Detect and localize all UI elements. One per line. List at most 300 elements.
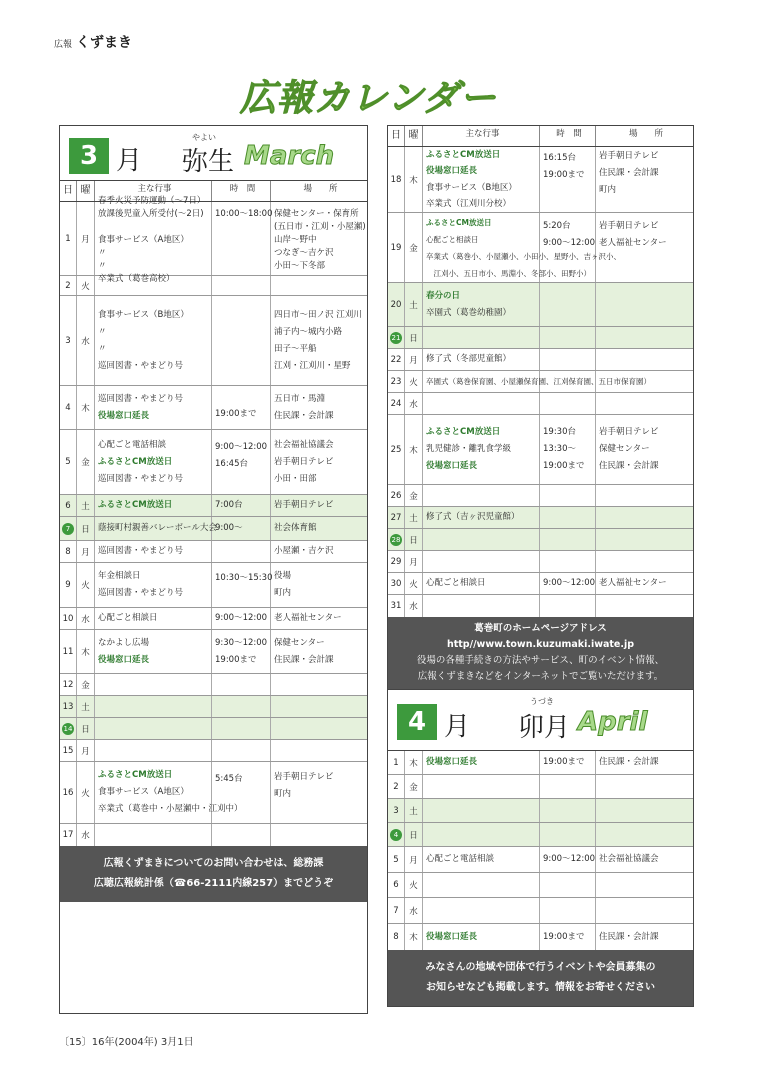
weekday: 水 — [405, 595, 423, 617]
time-text: 19:00まで — [543, 461, 585, 471]
place-text: 小田～下冬部 — [274, 261, 326, 271]
event-text: 心配ごと相談日 — [426, 578, 486, 588]
weekday: 土 — [405, 283, 423, 326]
event-text: 巡回図書・やまどり号 — [98, 546, 184, 556]
time-text: 5:45台 — [215, 774, 243, 784]
event-text: 食事サービス（B地区） — [426, 182, 517, 193]
time-text — [215, 315, 270, 328]
time-cell — [212, 762, 271, 823]
time-cell — [540, 551, 596, 572]
day-number: 18 — [388, 147, 405, 212]
event-text: ふるさとCM放送日 — [98, 456, 173, 467]
event-cell — [95, 541, 212, 562]
place-text — [599, 305, 693, 318]
place-text: 岩手朝日テレビ — [599, 220, 659, 231]
place-cell — [271, 296, 367, 385]
weekday: 金 — [405, 485, 423, 506]
day-number: 5 — [388, 847, 405, 872]
day-number: 1 — [60, 202, 77, 275]
place-cell — [271, 495, 367, 516]
weekday: 土 — [405, 507, 423, 528]
event-text: 乳児健診・離乳食学級 — [426, 444, 512, 454]
day-number: 2 — [60, 276, 77, 295]
event-text: 役場窓口延長 — [426, 757, 478, 767]
place-cell — [271, 202, 367, 275]
place-cell — [596, 595, 693, 617]
time-text: 9:00～12:00 — [543, 578, 596, 588]
homepage-url[interactable]: 葛巻町のホームページアドレスhttp//www.town.kuzumaki.iwate.jp — [446, 623, 635, 650]
place-text: 住民課・会計課 — [274, 654, 334, 665]
weekday: 木 — [77, 386, 95, 429]
weekday: 土 — [77, 696, 95, 717]
col-place: 場 所 — [303, 184, 338, 194]
place-cell — [596, 823, 693, 846]
table-row — [388, 327, 693, 349]
time-text — [543, 511, 595, 524]
table-row — [388, 393, 693, 415]
event-cell — [95, 517, 217, 540]
place-cell — [596, 327, 693, 348]
event-cell — [423, 327, 540, 348]
event-cell — [423, 551, 540, 572]
page-title: 広報カレンダー — [240, 78, 497, 119]
time-text: 16:15台 — [543, 152, 576, 163]
event-text: 卒園式（葛巻幼稚園） — [426, 307, 512, 318]
col-day: 日 — [60, 181, 77, 201]
place-cell — [596, 873, 693, 897]
time-cell — [212, 608, 271, 629]
table-row — [388, 898, 693, 924]
place-cell — [596, 551, 693, 572]
day-number: 19 — [388, 213, 405, 282]
event-cell — [423, 283, 540, 326]
place-cell — [271, 824, 367, 846]
event-cell — [423, 349, 540, 370]
place-text: 社会福祉協議会 — [599, 854, 659, 864]
day-number: 3 — [60, 296, 77, 385]
weekday: 金 — [77, 674, 95, 695]
time-text — [215, 245, 270, 258]
table-row — [60, 196, 367, 284]
place-text: 田子～平船 — [274, 343, 317, 354]
weekday: 木 — [77, 630, 95, 673]
day-number: 7 — [388, 898, 405, 923]
event-text: 卒業式（葛巻小、小屋瀬小、小田小、星野小、吉ヶ沢小、 — [426, 251, 621, 261]
event-cell — [423, 415, 540, 484]
time-text — [215, 258, 270, 271]
event-cell — [95, 674, 212, 695]
weekday: 木 — [405, 147, 423, 212]
place-text — [599, 199, 693, 212]
month-furigana: やよい — [192, 133, 216, 142]
month-label: 月 — [116, 146, 143, 176]
event-cell — [423, 823, 540, 846]
weekday: 日 — [405, 823, 423, 846]
table-row — [60, 740, 367, 762]
time-cell — [540, 873, 596, 897]
place-cell — [271, 630, 367, 673]
event-text: 江刈小、五日市小、馬淵小、冬部小、田野小） — [426, 268, 591, 278]
event-text: ふるさとCM放送日 — [426, 150, 501, 160]
event-cell — [95, 824, 212, 846]
time-text — [215, 473, 270, 486]
event-cell — [423, 924, 540, 950]
event-cell — [423, 485, 540, 506]
table-row — [388, 775, 693, 799]
event-text: 春季火災予防運動（～7日） — [98, 196, 206, 206]
event-text: 年金相談日 — [98, 571, 141, 581]
time-cell — [540, 507, 596, 528]
place-cell — [596, 847, 693, 872]
event-text: ふるさとCM放送日 — [426, 427, 501, 437]
time-text — [215, 801, 270, 814]
col-day: 日 — [388, 126, 405, 146]
event-text: 巡回図書・やまどり号 — [98, 473, 184, 484]
place-text: 保健センター — [274, 637, 325, 648]
month-japanese-name: 卯月 — [518, 713, 571, 743]
place-text — [274, 803, 367, 816]
place-text: 岩手朝日テレビ — [274, 772, 334, 782]
event-text: 巡回図書・やまどり号 — [98, 393, 184, 404]
day-number: 3 — [388, 799, 405, 822]
event-cell — [95, 495, 212, 516]
day-number — [60, 517, 77, 540]
place-text: 老人福祉センター — [599, 578, 667, 588]
time-text: 9:00～ — [215, 523, 243, 533]
event-cell — [423, 595, 540, 617]
time-cell — [212, 630, 271, 673]
event-text: ふるさとCM放送日 — [98, 770, 173, 780]
weekday: 火 — [405, 371, 423, 392]
table-row — [388, 751, 693, 775]
place-cell — [596, 898, 693, 923]
place-cell — [596, 415, 693, 484]
time-text: 10:30～15:30 — [215, 573, 273, 583]
table-row — [60, 296, 367, 386]
place-text: 岩手朝日テレビ — [599, 150, 659, 161]
time-cell — [212, 563, 271, 607]
time-cell — [540, 349, 596, 370]
event-text: 〃 — [98, 248, 107, 258]
day-number: 22 — [388, 349, 405, 370]
weekday: 金 — [405, 213, 423, 282]
place-cell — [271, 762, 367, 823]
submission-notice: みなさんの地域や団体で行うイベントや会員募集の お知らせなども掲載します。情報をお寄せください — [388, 950, 693, 1006]
day-number: 8 — [388, 924, 405, 950]
event-text: 巡回図書・やまどり号 — [98, 360, 184, 371]
time-text — [543, 305, 595, 318]
time-text: 9:00～12:00 — [543, 854, 596, 864]
event-text: 卒業式（葛巻中・小屋瀬中・江刈中） — [98, 804, 243, 814]
time-cell — [212, 430, 271, 494]
time-text: 19:00まで — [543, 169, 585, 180]
place-text: 山岸～野中 — [274, 235, 317, 245]
day-number: 5 — [60, 430, 77, 494]
weekday: 火 — [405, 873, 423, 897]
table-row — [388, 551, 693, 573]
day-number: 2 — [388, 775, 405, 798]
place-text: 保健センター — [599, 444, 650, 454]
place-text: 四日市～田ノ沢 江刈川 — [274, 309, 362, 320]
weekday: 日 — [405, 529, 423, 550]
time-cell — [212, 202, 271, 275]
table-row — [388, 485, 693, 507]
weekday: 水 — [77, 824, 95, 846]
event-cell — [95, 386, 212, 429]
event-cell — [423, 799, 540, 822]
table-row — [388, 873, 693, 898]
place-text — [599, 292, 693, 305]
time-text: 9:00～12:00 — [215, 441, 268, 452]
event-cell — [423, 573, 540, 594]
place-cell — [596, 529, 693, 550]
time-text: 19:00まで — [215, 654, 257, 665]
march-calendar — [59, 125, 368, 1014]
day-number — [60, 718, 77, 739]
place-text: つなぎ～吉ケ沢 — [274, 248, 334, 258]
table-row — [388, 529, 693, 551]
place-text: 住民課・会計課 — [599, 167, 659, 178]
table-header — [388, 126, 693, 147]
weekday: 日 — [405, 327, 423, 348]
place-text: 住民課・会計課 — [599, 757, 659, 767]
time-cell — [540, 529, 596, 550]
table-row — [60, 517, 367, 541]
place-cell — [596, 573, 693, 594]
place-cell — [596, 349, 693, 370]
holiday-marker: 28 — [391, 535, 401, 544]
day-number: 13 — [60, 696, 77, 717]
event-text: 修了式（吉ヶ沢児童館） — [426, 512, 520, 522]
day-number: 8 — [60, 541, 77, 562]
place-cell — [271, 740, 367, 761]
april-rows — [388, 751, 693, 950]
table-row — [388, 847, 693, 873]
march-rows — [60, 196, 367, 846]
day-number: 15 — [60, 740, 77, 761]
time-text — [543, 197, 595, 210]
event-cell — [423, 775, 540, 798]
weekday: 木 — [405, 924, 423, 950]
day-number: 30 — [388, 573, 405, 594]
event-text: 役場窓口延長 — [426, 931, 478, 942]
place-text — [599, 265, 693, 278]
weekday: 土 — [77, 495, 95, 516]
event-cell — [95, 430, 212, 494]
weekday: 月 — [77, 740, 95, 761]
event-cell — [95, 740, 212, 761]
event-text: 役場窓口延長 — [98, 410, 150, 421]
time-cell — [212, 296, 271, 385]
place-cell — [271, 608, 367, 629]
time-text: 7:00台 — [215, 500, 243, 510]
weekday: 月 — [405, 847, 423, 872]
place-cell — [596, 485, 693, 506]
weekday: 水 — [77, 296, 95, 385]
event-text: なかよし広場 — [98, 637, 150, 648]
day-number: 25 — [388, 415, 405, 484]
weekday: 金 — [405, 775, 423, 798]
day-number: 29 — [388, 551, 405, 572]
time-cell — [212, 386, 271, 429]
col-place: 場 所 — [628, 129, 663, 139]
table-row — [388, 799, 693, 823]
weekday: 日 — [77, 517, 95, 540]
event-text: 修了式（冬部児童館） — [426, 354, 512, 364]
publication-logo: 広報 くずまき — [54, 35, 133, 51]
place-cell — [596, 283, 693, 326]
place-text: 浦子内～城内小路 — [274, 326, 343, 337]
time-cell — [212, 718, 271, 739]
weekday: 日 — [77, 718, 95, 739]
table-row — [60, 696, 367, 718]
weekday: 月 — [405, 551, 423, 572]
time-text: 13:30～ — [543, 444, 576, 454]
event-cell — [423, 873, 540, 897]
homepage-notice: 葛巻町のホームページアドレスhttp//www.town.kuzumaki.iwate.jp 役場の各種手続きの方法やサービス、町のイベント情報、 広報くずまきなどをインターネットでご覧いただけます。 — [388, 617, 693, 690]
time-cell — [540, 799, 596, 822]
time-text — [215, 788, 270, 801]
weekday: 木 — [405, 415, 423, 484]
event-cell — [423, 751, 540, 774]
time-cell — [540, 415, 596, 484]
day-number: 27 — [388, 507, 405, 528]
holiday-marker: 4 — [390, 829, 402, 841]
place-cell — [596, 751, 693, 774]
place-cell — [271, 430, 367, 494]
event-cell — [95, 718, 212, 739]
event-text: 心配ごと電話相談 — [98, 439, 167, 450]
event-text: 〃 — [98, 261, 107, 271]
table-row — [60, 630, 367, 674]
place-text: 町内 — [274, 789, 292, 799]
time-cell — [540, 393, 596, 414]
table-row — [60, 386, 367, 430]
event-cell — [423, 393, 540, 414]
place-text: 小屋瀬・吉ケ沢 — [274, 546, 334, 556]
place-text: 住民課・会計課 — [599, 461, 659, 471]
day-number: 11 — [60, 630, 77, 673]
place-text: 社会体育館 — [274, 523, 317, 533]
event-text: 役場窓口延長 — [98, 654, 150, 665]
time-cell — [212, 517, 271, 540]
place-cell — [271, 541, 367, 562]
time-cell — [212, 696, 271, 717]
time-text: 16:45台 — [215, 458, 248, 469]
col-event: 主な行事 — [95, 181, 212, 201]
day-number: 31 — [388, 595, 405, 617]
event-text: 食事サービス（B地区） — [98, 309, 189, 320]
time-text: 9:30～12:00 — [215, 637, 268, 648]
table-row — [60, 718, 367, 740]
table-row — [388, 595, 693, 617]
col-weekday: 曜 — [77, 181, 95, 201]
place-cell — [596, 507, 693, 528]
event-text: 卒業式（江刈川分校） — [426, 198, 512, 209]
event-text: 卒園式（葛巻保育園、小屋瀬保育園、江刈保育園、五日市保育園） — [426, 377, 651, 386]
time-text — [215, 341, 270, 354]
weekday: 月 — [77, 202, 95, 275]
day-number: 20 — [388, 283, 405, 326]
time-text — [215, 393, 270, 406]
event-text: 放課後児童入所受付(～2日) — [98, 209, 204, 219]
day-number — [388, 823, 405, 846]
table-row — [388, 507, 693, 529]
place-cell — [596, 775, 693, 798]
place-text: 保健センター・保育所 — [274, 209, 359, 219]
place-cell — [596, 799, 693, 822]
col-event: 主な行事 — [423, 126, 540, 146]
time-text: 10:00～18:00 — [215, 209, 273, 219]
place-text: 五日市・馬淵 — [274, 393, 326, 404]
time-cell — [212, 541, 271, 562]
event-cell — [95, 608, 212, 629]
event-cell — [95, 276, 212, 295]
weekday: 金 — [77, 430, 95, 494]
table-row — [60, 674, 367, 696]
month-furigana: うづき — [530, 697, 554, 706]
place-cell — [596, 213, 693, 282]
day-number: 10 — [60, 608, 77, 629]
day-number: 24 — [388, 393, 405, 414]
event-text: 食事サービス（A地区） — [98, 787, 189, 797]
event-text: 巡回図書・やまどり号 — [98, 588, 184, 598]
month-japanese-name: 弥生 — [182, 147, 235, 177]
place-text: (五日市・江刈・小屋瀬) — [274, 222, 366, 232]
event-text: 春分の日 — [426, 290, 461, 301]
time-cell — [540, 283, 596, 326]
holiday-marker: 21 — [391, 333, 401, 342]
place-text: 社会福祉協議会 — [274, 439, 334, 450]
weekday: 土 — [405, 799, 423, 822]
weekday: 火 — [405, 573, 423, 594]
event-text — [98, 219, 211, 232]
table-row — [60, 541, 367, 563]
day-number: 6 — [60, 495, 77, 516]
april-header — [388, 690, 693, 751]
time-text: 19:00まで — [543, 931, 585, 942]
table-row — [60, 762, 367, 824]
table-row — [388, 924, 693, 950]
month-label: 月 — [444, 712, 471, 742]
time-cell — [212, 740, 271, 761]
time-text — [215, 193, 270, 206]
day-number: 1 — [388, 751, 405, 774]
place-cell — [271, 563, 367, 607]
table-row — [388, 349, 693, 371]
place-text: 町内 — [599, 184, 617, 195]
event-cell — [95, 696, 212, 717]
time-cell — [212, 495, 271, 516]
time-text: 19:00まで — [543, 757, 585, 767]
time-text: 9:00～12:00 — [543, 237, 596, 248]
table-row — [60, 824, 367, 846]
weekday: 月 — [77, 541, 95, 562]
day-number: 26 — [388, 485, 405, 506]
holiday-marker: 7 — [62, 523, 74, 535]
table-row — [388, 823, 693, 847]
place-text: 岩手朝日テレビ — [599, 427, 659, 437]
time-cell — [212, 824, 271, 846]
page-footer: 〔15〕16年(2004年) 3月1日 — [59, 1037, 194, 1048]
weekday: 火 — [77, 762, 95, 823]
event-text: 心配ごと相談日 — [98, 613, 158, 623]
event-cell — [423, 529, 540, 550]
day-number: 16 — [60, 762, 77, 823]
table-row — [388, 213, 693, 283]
place-text: 老人福祉センター — [274, 613, 342, 623]
day-number: 12 — [60, 674, 77, 695]
